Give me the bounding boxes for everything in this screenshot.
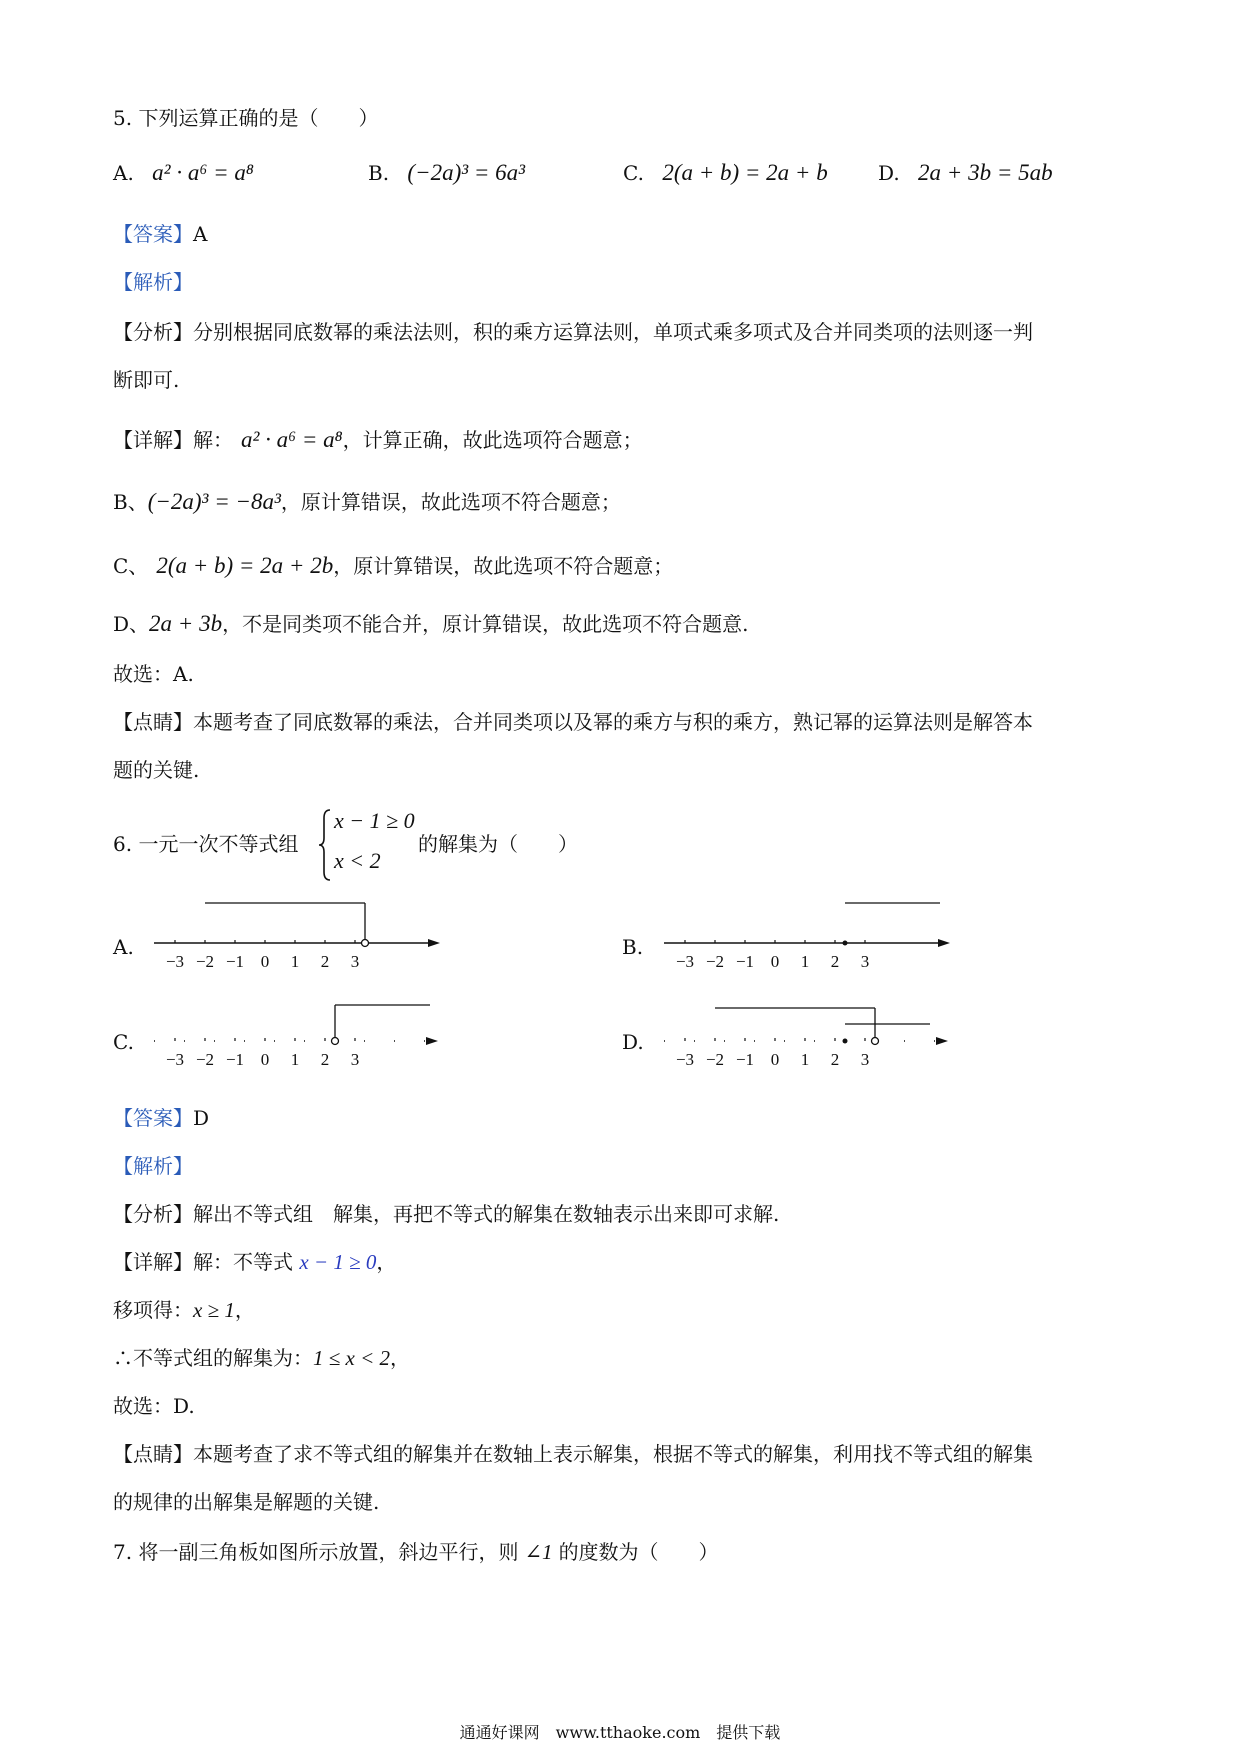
- q5-dianjing-line1: [113, 708, 1033, 736]
- detail-prefix: C、: [113, 554, 149, 578]
- tick-label: −2: [705, 952, 725, 971]
- option-expr: (−2a)³ = 6a³: [407, 160, 526, 185]
- tick-label: 1: [800, 952, 810, 971]
- tick-label: 0: [260, 1050, 270, 1069]
- q6-option-b-label: B.: [622, 935, 644, 959]
- tick-label: 2: [320, 1050, 330, 1069]
- tick-label: 0: [260, 952, 270, 971]
- option-label: B.: [368, 161, 390, 185]
- tick-label: −3: [165, 952, 185, 971]
- number-line-b: [650, 895, 960, 975]
- tick-label: −2: [195, 1050, 215, 1069]
- page-footer: 通通好课网 www.tthaoke.com 提供下载: [459, 1723, 781, 1742]
- detail-expr: 2a + 3b: [149, 611, 223, 636]
- detail-expr: x − 1 ≥ 0: [299, 1250, 377, 1274]
- fenxi-text: 解出不等式组 解集，再把不等式的解集在数轴表示出来即可求解.: [193, 1202, 780, 1226]
- tick-label: 2: [830, 952, 840, 971]
- q6-detail: [113, 1248, 396, 1276]
- inequality-line-1: x − 1 ≥ 0: [334, 808, 415, 833]
- q7-stem-prefix: 7. 将一副三角板如图所示放置，斜边平行，则: [113, 1540, 519, 1564]
- tick-label: −1: [225, 1050, 245, 1069]
- detail-prefix: 解：: [193, 428, 233, 452]
- therefore-end: ，: [390, 1346, 411, 1370]
- q5-stem: 5. 下列运算正确的是（ ）: [113, 106, 379, 130]
- number-line-d: [650, 993, 960, 1073]
- ticks-c: [175, 1038, 355, 1041]
- option-label: C.: [623, 161, 644, 185]
- q6-analysis-heading: [113, 1152, 193, 1180]
- q6-option-c-label: C.: [113, 1030, 134, 1054]
- q5-analysis-heading: [113, 268, 193, 296]
- q6-fenxi: [113, 1200, 779, 1228]
- number-line-a: [140, 895, 450, 975]
- detail-expr: 2(a + b) = 2a + 2b: [156, 553, 334, 578]
- tick-label: −1: [735, 1050, 755, 1069]
- q6-choose: 故选：D.: [113, 1394, 195, 1418]
- tick-label: 3: [860, 952, 870, 971]
- option-expr: 2a + 3b = 5ab: [918, 160, 1053, 185]
- tick-label: 3: [350, 1050, 360, 1069]
- answer-value: D: [193, 1106, 210, 1130]
- tick-label: −3: [675, 1050, 695, 1069]
- tick-label: 1: [800, 1050, 810, 1069]
- answer-tag: 【答案】: [113, 1106, 193, 1130]
- tick-label: 0: [770, 952, 780, 971]
- q5-fenxi-line1: [113, 318, 1033, 346]
- q6-dianjing-line1: [113, 1440, 1033, 1468]
- q5-detail-c: [113, 552, 673, 580]
- fenxi-text: 分别根据同底数幂的乘法法则，积的乘方运算法则，单项式乘多项式及合并同类项的法则逐一判: [193, 320, 1033, 344]
- move-expr: x ≥ 1: [193, 1298, 235, 1322]
- option-expr: 2(a + b) = 2a + b: [662, 160, 828, 185]
- q6-stem-suffix: 的解集为（ ）: [418, 832, 578, 856]
- answer-value: A: [193, 222, 208, 246]
- detail-text: ，计算正确，故此选项符合题意；: [342, 428, 643, 452]
- q6-answer: [113, 1104, 209, 1132]
- move-text: 移项得：: [113, 1298, 193, 1322]
- analysis-tag: 【解析】: [113, 270, 193, 294]
- q6-move: [113, 1296, 255, 1324]
- option-label: D.: [878, 161, 900, 185]
- inequality-system-brace: [318, 808, 332, 882]
- option-label: A.: [113, 161, 134, 185]
- tick-label: −3: [675, 952, 695, 971]
- ticks-d: [685, 1038, 865, 1041]
- dianjing-text: 本题考查了求不等式组的解集并在数轴上表示解集，根据不等式的解集，利用找不等式组的解集: [193, 1442, 1033, 1466]
- q5-detail-a: [113, 426, 643, 454]
- dianjing-text: 本题考查了同底数幂的乘法，合并同类项以及幂的乘方与积的乘方，熟记幂的运算法则是解答本: [193, 710, 1033, 734]
- analysis-tag: 【解析】: [113, 1154, 193, 1178]
- q5-fenxi-line2: 断即可.: [113, 368, 180, 392]
- q5-option-c: [623, 160, 828, 186]
- tick-label: 3: [860, 1050, 870, 1069]
- q6-option-d-label: D.: [622, 1030, 644, 1054]
- detail-text: ，原计算错误，故此选项不符合题意；: [280, 490, 621, 514]
- option-expr: a² · a⁶ = a⁸: [152, 160, 254, 185]
- dianjing-tag: 【点睛】: [113, 1442, 193, 1466]
- detail-tag: 【详解】: [113, 1250, 193, 1274]
- detail-prefix: D、: [113, 612, 150, 636]
- detail-expr: (−2a)³ = −8a³: [147, 489, 281, 514]
- tick-labels-c: [166, 1050, 359, 1069]
- fenxi-tag: 【分析】: [113, 320, 193, 344]
- tick-label: 2: [830, 1050, 840, 1069]
- q5-option-a: [113, 160, 254, 186]
- tick-label: 2: [320, 952, 330, 971]
- q5-option-d: [878, 160, 1053, 186]
- tick-label: −2: [195, 952, 215, 971]
- q7-stem-suffix: 的度数为（ ）: [558, 1540, 719, 1564]
- q7-stem: [113, 1538, 719, 1566]
- tick-labels-b: [676, 952, 869, 971]
- q6-stem-prefix: 6. 一元一次不等式组: [113, 832, 299, 856]
- tick-labels-a: [166, 952, 359, 971]
- tick-label: 1: [290, 952, 300, 971]
- tick-labels-d: [676, 1050, 869, 1069]
- answer-tag: 【答案】: [113, 222, 193, 246]
- q6-dianjing-line2: 的规律的出解集是解题的关键.: [113, 1490, 380, 1514]
- q5-detail-d: [113, 610, 748, 638]
- dianjing-tag: 【点睛】: [113, 710, 193, 734]
- q7-angle: ∠1: [524, 1540, 553, 1564]
- q6-therefore: [113, 1344, 410, 1372]
- detail-text: 解：不等式: [193, 1250, 300, 1274]
- q5-option-b: [368, 160, 525, 186]
- tick-label: −2: [705, 1050, 725, 1069]
- q5-detail-b: [113, 488, 621, 516]
- therefore-expr: 1 ≤ x < 2: [313, 1346, 391, 1370]
- q6-stem: [113, 830, 298, 858]
- tick-label: −1: [735, 952, 755, 971]
- q5-dianjing-line2: 题的关键.: [113, 758, 200, 782]
- tick-label: −3: [165, 1050, 185, 1069]
- fenxi-tag: 【分析】: [113, 1202, 193, 1226]
- therefore-text: ∴不等式组的解集为：: [113, 1346, 313, 1370]
- tick-label: −1: [225, 952, 245, 971]
- detail-end: ，: [376, 1250, 397, 1274]
- q6-option-a-label: A.: [113, 935, 134, 959]
- detail-prefix: B、: [113, 490, 148, 514]
- q5-choose: 故选：A.: [113, 662, 194, 686]
- tick-label: 0: [770, 1050, 780, 1069]
- detail-text: ，不是同类项不能合并，原计算错误，故此选项不符合题意.: [222, 612, 749, 636]
- detail-text: ，原计算错误，故此选项不符合题意；: [333, 554, 674, 578]
- detail-tag: 【详解】: [113, 428, 193, 452]
- tick-label: 1: [290, 1050, 300, 1069]
- number-line-c: [140, 993, 450, 1073]
- inequality-line-2: x < 2: [334, 848, 381, 873]
- tick-label: 3: [350, 952, 360, 971]
- move-end: ，: [234, 1298, 255, 1322]
- q5-answer: [113, 220, 207, 248]
- detail-expr: a² · a⁶ = a⁸: [241, 427, 343, 452]
